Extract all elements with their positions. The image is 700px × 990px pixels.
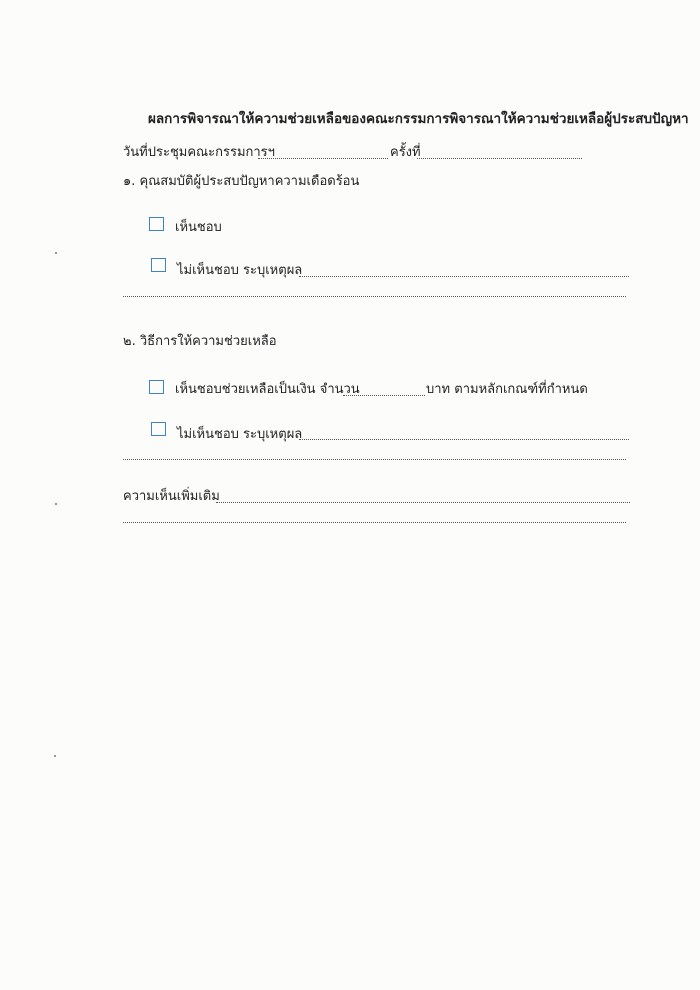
section1-reason-field[interactable] [299,276,629,277]
section2-reason-field-line2[interactable] [123,459,626,460]
section1-heading: ๑. คุณสมบัติผู้ประสบปัญหาความเดือดร้อน [123,174,360,189]
section2-agree-suffix: บาท ตามหลักเกณฑ์ที่กำหนด [426,382,588,397]
section1-disagree-checkbox[interactable] [151,258,166,272]
amount-field[interactable] [343,395,425,396]
session-field[interactable] [417,158,582,159]
section2-disagree-checkbox[interactable] [151,422,166,436]
scan-speck [55,503,57,505]
form-title: ผลการพิจารณาให้ความช่วยเหลือของคณะกรรมการพิจารณาให้ความช่วยเหลือผู้ประสบปัญหา [148,111,689,127]
scan-speck [55,252,57,254]
section1-disagree-label: ไม่เห็นชอบ ระบุเหตุผล [177,263,303,278]
scan-speck [54,755,56,757]
section2-disagree-label: ไม่เห็นชอบ ระบุเหตุผล [177,427,303,442]
section1-agree-label: เห็นชอบ [175,220,222,235]
section2-agree-label: เห็นชอบช่วยเหลือเป็นเงิน จำนวน [175,382,360,397]
additional-opinion-field-line2[interactable] [123,522,626,523]
additional-opinion-label: ความเห็นเพิ่มเติม [123,489,220,504]
session-label: ครั้งที่ [390,145,421,160]
meeting-date-field[interactable] [258,158,388,159]
section1-reason-field-line2[interactable] [123,296,626,297]
meeting-date-label: วันที่ประชุมคณะกรรมการฯ [123,145,275,160]
section2-agree-checkbox[interactable] [149,380,164,394]
section2-heading: ๒. วิธีการให้ความช่วยเหลือ [123,334,277,349]
additional-opinion-field[interactable] [216,502,630,503]
section2-reason-field[interactable] [299,439,629,440]
section1-agree-checkbox[interactable] [149,217,164,231]
